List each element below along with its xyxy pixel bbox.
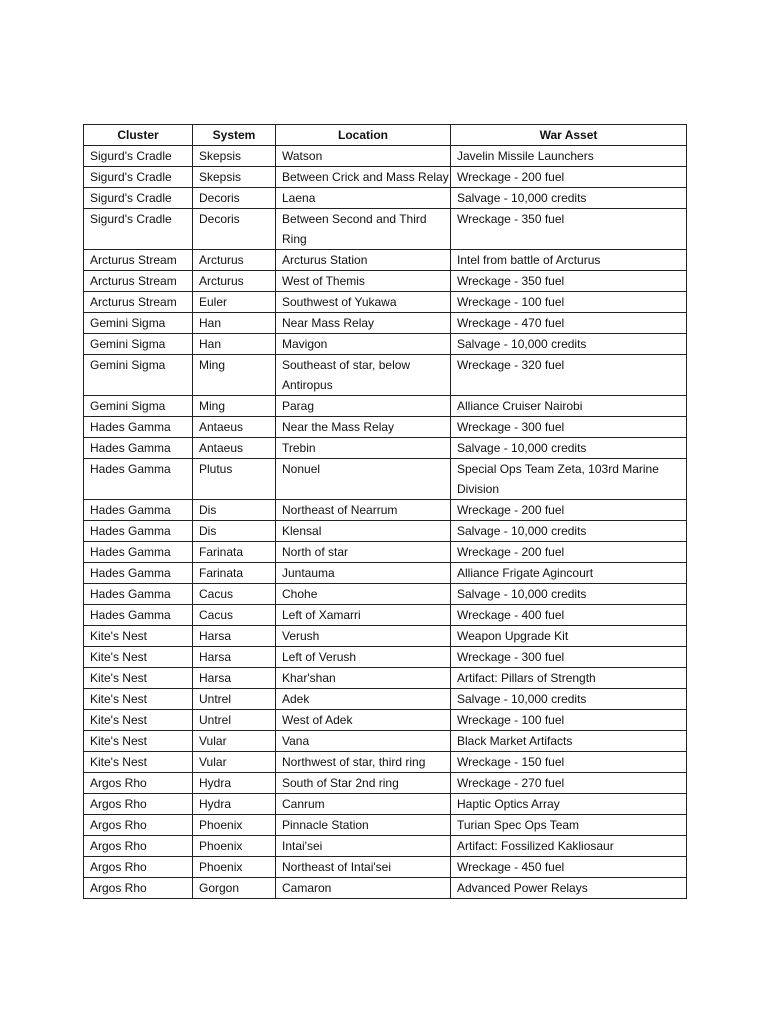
header-system: System	[193, 125, 276, 146]
cell-system: Decoris	[193, 209, 276, 250]
cell-war-asset: Salvage - 10,000 credits	[451, 334, 687, 355]
cell-cluster: Kite's Nest	[84, 626, 193, 647]
cell-system: Arcturus	[193, 271, 276, 292]
cell-location: North of star	[276, 542, 451, 563]
header-row	[84, 125, 687, 146]
cell-cluster: Argos Rho	[84, 878, 193, 899]
cell-location: Intai'sei	[276, 836, 451, 857]
cell-cluster: Sigurd's Cradle	[84, 146, 193, 167]
cell-location: Adek	[276, 689, 451, 710]
table-row	[84, 167, 687, 188]
cell-system: Vular	[193, 752, 276, 773]
cell-location: Camaron	[276, 878, 451, 899]
cell-system: Phoenix	[193, 836, 276, 857]
cell-location: Left of Xamarri	[276, 605, 451, 626]
cell-location: Southeast of star, below Antiropus	[276, 355, 451, 396]
cell-cluster: Kite's Nest	[84, 752, 193, 773]
table-row	[84, 794, 687, 815]
table-row	[84, 146, 687, 167]
cell-war-asset: Wreckage - 350 fuel	[451, 209, 687, 250]
cell-location: West of Themis	[276, 271, 451, 292]
cell-location: Klensal	[276, 521, 451, 542]
cell-system: Skepsis	[193, 167, 276, 188]
cell-cluster: Kite's Nest	[84, 668, 193, 689]
cell-system: Euler	[193, 292, 276, 313]
cell-cluster: Hades Gamma	[84, 417, 193, 438]
table-row	[84, 438, 687, 459]
cell-system: Dis	[193, 521, 276, 542]
cell-location: Verush	[276, 626, 451, 647]
cell-location: Near the Mass Relay	[276, 417, 451, 438]
cell-war-asset: Wreckage - 100 fuel	[451, 710, 687, 731]
cell-location: Pinnacle Station	[276, 815, 451, 836]
table-row	[84, 647, 687, 668]
table-row	[84, 500, 687, 521]
table-row	[84, 752, 687, 773]
table-row	[84, 857, 687, 878]
cell-system: Farinata	[193, 563, 276, 584]
table-row	[84, 773, 687, 794]
cell-system: Skepsis	[193, 146, 276, 167]
table-row	[84, 209, 687, 250]
cell-system: Arcturus	[193, 250, 276, 271]
cell-system: Untrel	[193, 689, 276, 710]
cell-location: South of Star 2nd ring	[276, 773, 451, 794]
cell-war-asset: Artifact: Pillars of Strength	[451, 668, 687, 689]
cell-cluster: Hades Gamma	[84, 605, 193, 626]
cell-system: Harsa	[193, 668, 276, 689]
table-row	[84, 355, 687, 396]
cell-cluster: Hades Gamma	[84, 542, 193, 563]
cell-system: Farinata	[193, 542, 276, 563]
cell-location: Southwest of Yukawa	[276, 292, 451, 313]
cell-war-asset: Salvage - 10,000 credits	[451, 438, 687, 459]
cell-war-asset: Alliance Frigate Agincourt	[451, 563, 687, 584]
cell-location: Between Second and Third Ring	[276, 209, 451, 250]
cell-war-asset: Special Ops Team Zeta, 103rd Marine Division	[451, 459, 687, 500]
cell-cluster: Arcturus Stream	[84, 292, 193, 313]
table-row	[84, 878, 687, 899]
table-row	[84, 815, 687, 836]
cell-war-asset: Salvage - 10,000 credits	[451, 584, 687, 605]
cell-cluster: Kite's Nest	[84, 647, 193, 668]
table-row	[84, 417, 687, 438]
cell-cluster: Argos Rho	[84, 794, 193, 815]
cell-system: Untrel	[193, 710, 276, 731]
table-row	[84, 313, 687, 334]
cell-cluster: Gemini Sigma	[84, 355, 193, 396]
cell-system: Antaeus	[193, 438, 276, 459]
cell-system: Harsa	[193, 626, 276, 647]
cell-war-asset: Turian Spec Ops Team	[451, 815, 687, 836]
cell-system: Cacus	[193, 605, 276, 626]
cell-system: Hydra	[193, 794, 276, 815]
cell-system: Ming	[193, 355, 276, 396]
table-row	[84, 250, 687, 271]
cell-cluster: Hades Gamma	[84, 563, 193, 584]
cell-cluster: Gemini Sigma	[84, 334, 193, 355]
cell-location: Mavigon	[276, 334, 451, 355]
cell-system: Vular	[193, 731, 276, 752]
cell-war-asset: Wreckage - 270 fuel	[451, 773, 687, 794]
cell-system: Dis	[193, 500, 276, 521]
cell-cluster: Arcturus Stream	[84, 250, 193, 271]
cell-cluster: Sigurd's Cradle	[84, 188, 193, 209]
cell-war-asset: Wreckage - 470 fuel	[451, 313, 687, 334]
cell-cluster: Argos Rho	[84, 857, 193, 878]
cell-war-asset: Wreckage - 400 fuel	[451, 605, 687, 626]
cell-location: Near Mass Relay	[276, 313, 451, 334]
cell-location: Parag	[276, 396, 451, 417]
cell-war-asset: Salvage - 10,000 credits	[451, 188, 687, 209]
table-row	[84, 334, 687, 355]
table-row	[84, 542, 687, 563]
cell-location: Northeast of Intai'sei	[276, 857, 451, 878]
cell-system: Gorgon	[193, 878, 276, 899]
table-row	[84, 563, 687, 584]
cell-war-asset: Wreckage - 200 fuel	[451, 500, 687, 521]
cell-location: Trebin	[276, 438, 451, 459]
cell-location: Chohe	[276, 584, 451, 605]
cell-cluster: Sigurd's Cradle	[84, 167, 193, 188]
cell-war-asset: Wreckage - 100 fuel	[451, 292, 687, 313]
cell-system: Decoris	[193, 188, 276, 209]
cell-war-asset: Salvage - 10,000 credits	[451, 689, 687, 710]
cell-cluster: Hades Gamma	[84, 521, 193, 542]
table-row	[84, 188, 687, 209]
table-row	[84, 521, 687, 542]
cell-system: Hydra	[193, 773, 276, 794]
table-row	[84, 731, 687, 752]
table-row	[84, 292, 687, 313]
cell-cluster: Kite's Nest	[84, 689, 193, 710]
cell-location: Left of Verush	[276, 647, 451, 668]
cell-war-asset: Wreckage - 450 fuel	[451, 857, 687, 878]
cell-cluster: Argos Rho	[84, 836, 193, 857]
cell-war-asset: Black Market Artifacts	[451, 731, 687, 752]
cell-war-asset: Wreckage - 150 fuel	[451, 752, 687, 773]
cell-war-asset: Weapon Upgrade Kit	[451, 626, 687, 647]
cell-location: Canrum	[276, 794, 451, 815]
cell-cluster: Arcturus Stream	[84, 271, 193, 292]
header-war-asset: War Asset	[451, 125, 687, 146]
cell-cluster: Hades Gamma	[84, 438, 193, 459]
cell-cluster: Kite's Nest	[84, 710, 193, 731]
header-cluster: Cluster	[84, 125, 193, 146]
cell-cluster: Sigurd's Cradle	[84, 209, 193, 250]
table-row	[84, 668, 687, 689]
cell-war-asset: Wreckage - 200 fuel	[451, 167, 687, 188]
cell-cluster: Hades Gamma	[84, 584, 193, 605]
cell-war-asset: Intel from battle of Arcturus	[451, 250, 687, 271]
table-body	[84, 146, 687, 899]
cell-cluster: Gemini Sigma	[84, 396, 193, 417]
cell-system: Harsa	[193, 647, 276, 668]
cell-system: Cacus	[193, 584, 276, 605]
cell-location: Nonuel	[276, 459, 451, 500]
cell-location: Arcturus Station	[276, 250, 451, 271]
cell-location: Juntauma	[276, 563, 451, 584]
table-row	[84, 626, 687, 647]
cell-system: Antaeus	[193, 417, 276, 438]
cell-cluster: Gemini Sigma	[84, 313, 193, 334]
cell-cluster: Hades Gamma	[84, 500, 193, 521]
cell-location: Khar'shan	[276, 668, 451, 689]
cell-location: Northeast of Nearrum	[276, 500, 451, 521]
cell-location: Vana	[276, 731, 451, 752]
cell-war-asset: Wreckage - 200 fuel	[451, 542, 687, 563]
cell-war-asset: Alliance Cruiser Nairobi	[451, 396, 687, 417]
cell-war-asset: Wreckage - 350 fuel	[451, 271, 687, 292]
table-row	[84, 689, 687, 710]
cell-war-asset: Wreckage - 320 fuel	[451, 355, 687, 396]
cell-war-asset: Wreckage - 300 fuel	[451, 417, 687, 438]
table-row	[84, 271, 687, 292]
cell-cluster: Argos Rho	[84, 773, 193, 794]
table-row	[84, 584, 687, 605]
cell-war-asset: Salvage - 10,000 credits	[451, 521, 687, 542]
cell-war-asset: Artifact: Fossilized Kakliosaur	[451, 836, 687, 857]
war-assets-table	[83, 124, 687, 899]
cell-war-asset: Haptic Optics Array	[451, 794, 687, 815]
cell-location: Watson	[276, 146, 451, 167]
table-header	[84, 125, 687, 146]
cell-system: Plutus	[193, 459, 276, 500]
cell-system: Ming	[193, 396, 276, 417]
cell-system: Han	[193, 334, 276, 355]
header-location: Location	[276, 125, 451, 146]
cell-system: Han	[193, 313, 276, 334]
table-row	[84, 836, 687, 857]
table-row	[84, 396, 687, 417]
table-row	[84, 605, 687, 626]
cell-cluster: Argos Rho	[84, 815, 193, 836]
table-row	[84, 459, 687, 500]
cell-location: Northwest of star, third ring	[276, 752, 451, 773]
cell-location: West of Adek	[276, 710, 451, 731]
cell-location: Between Crick and Mass Relay	[276, 167, 451, 188]
cell-location: Laena	[276, 188, 451, 209]
cell-cluster: Kite's Nest	[84, 731, 193, 752]
table-row	[84, 710, 687, 731]
cell-war-asset: Javelin Missile Launchers	[451, 146, 687, 167]
cell-war-asset: Advanced Power Relays	[451, 878, 687, 899]
cell-system: Phoenix	[193, 857, 276, 878]
cell-cluster: Hades Gamma	[84, 459, 193, 500]
cell-war-asset: Wreckage - 300 fuel	[451, 647, 687, 668]
cell-system: Phoenix	[193, 815, 276, 836]
